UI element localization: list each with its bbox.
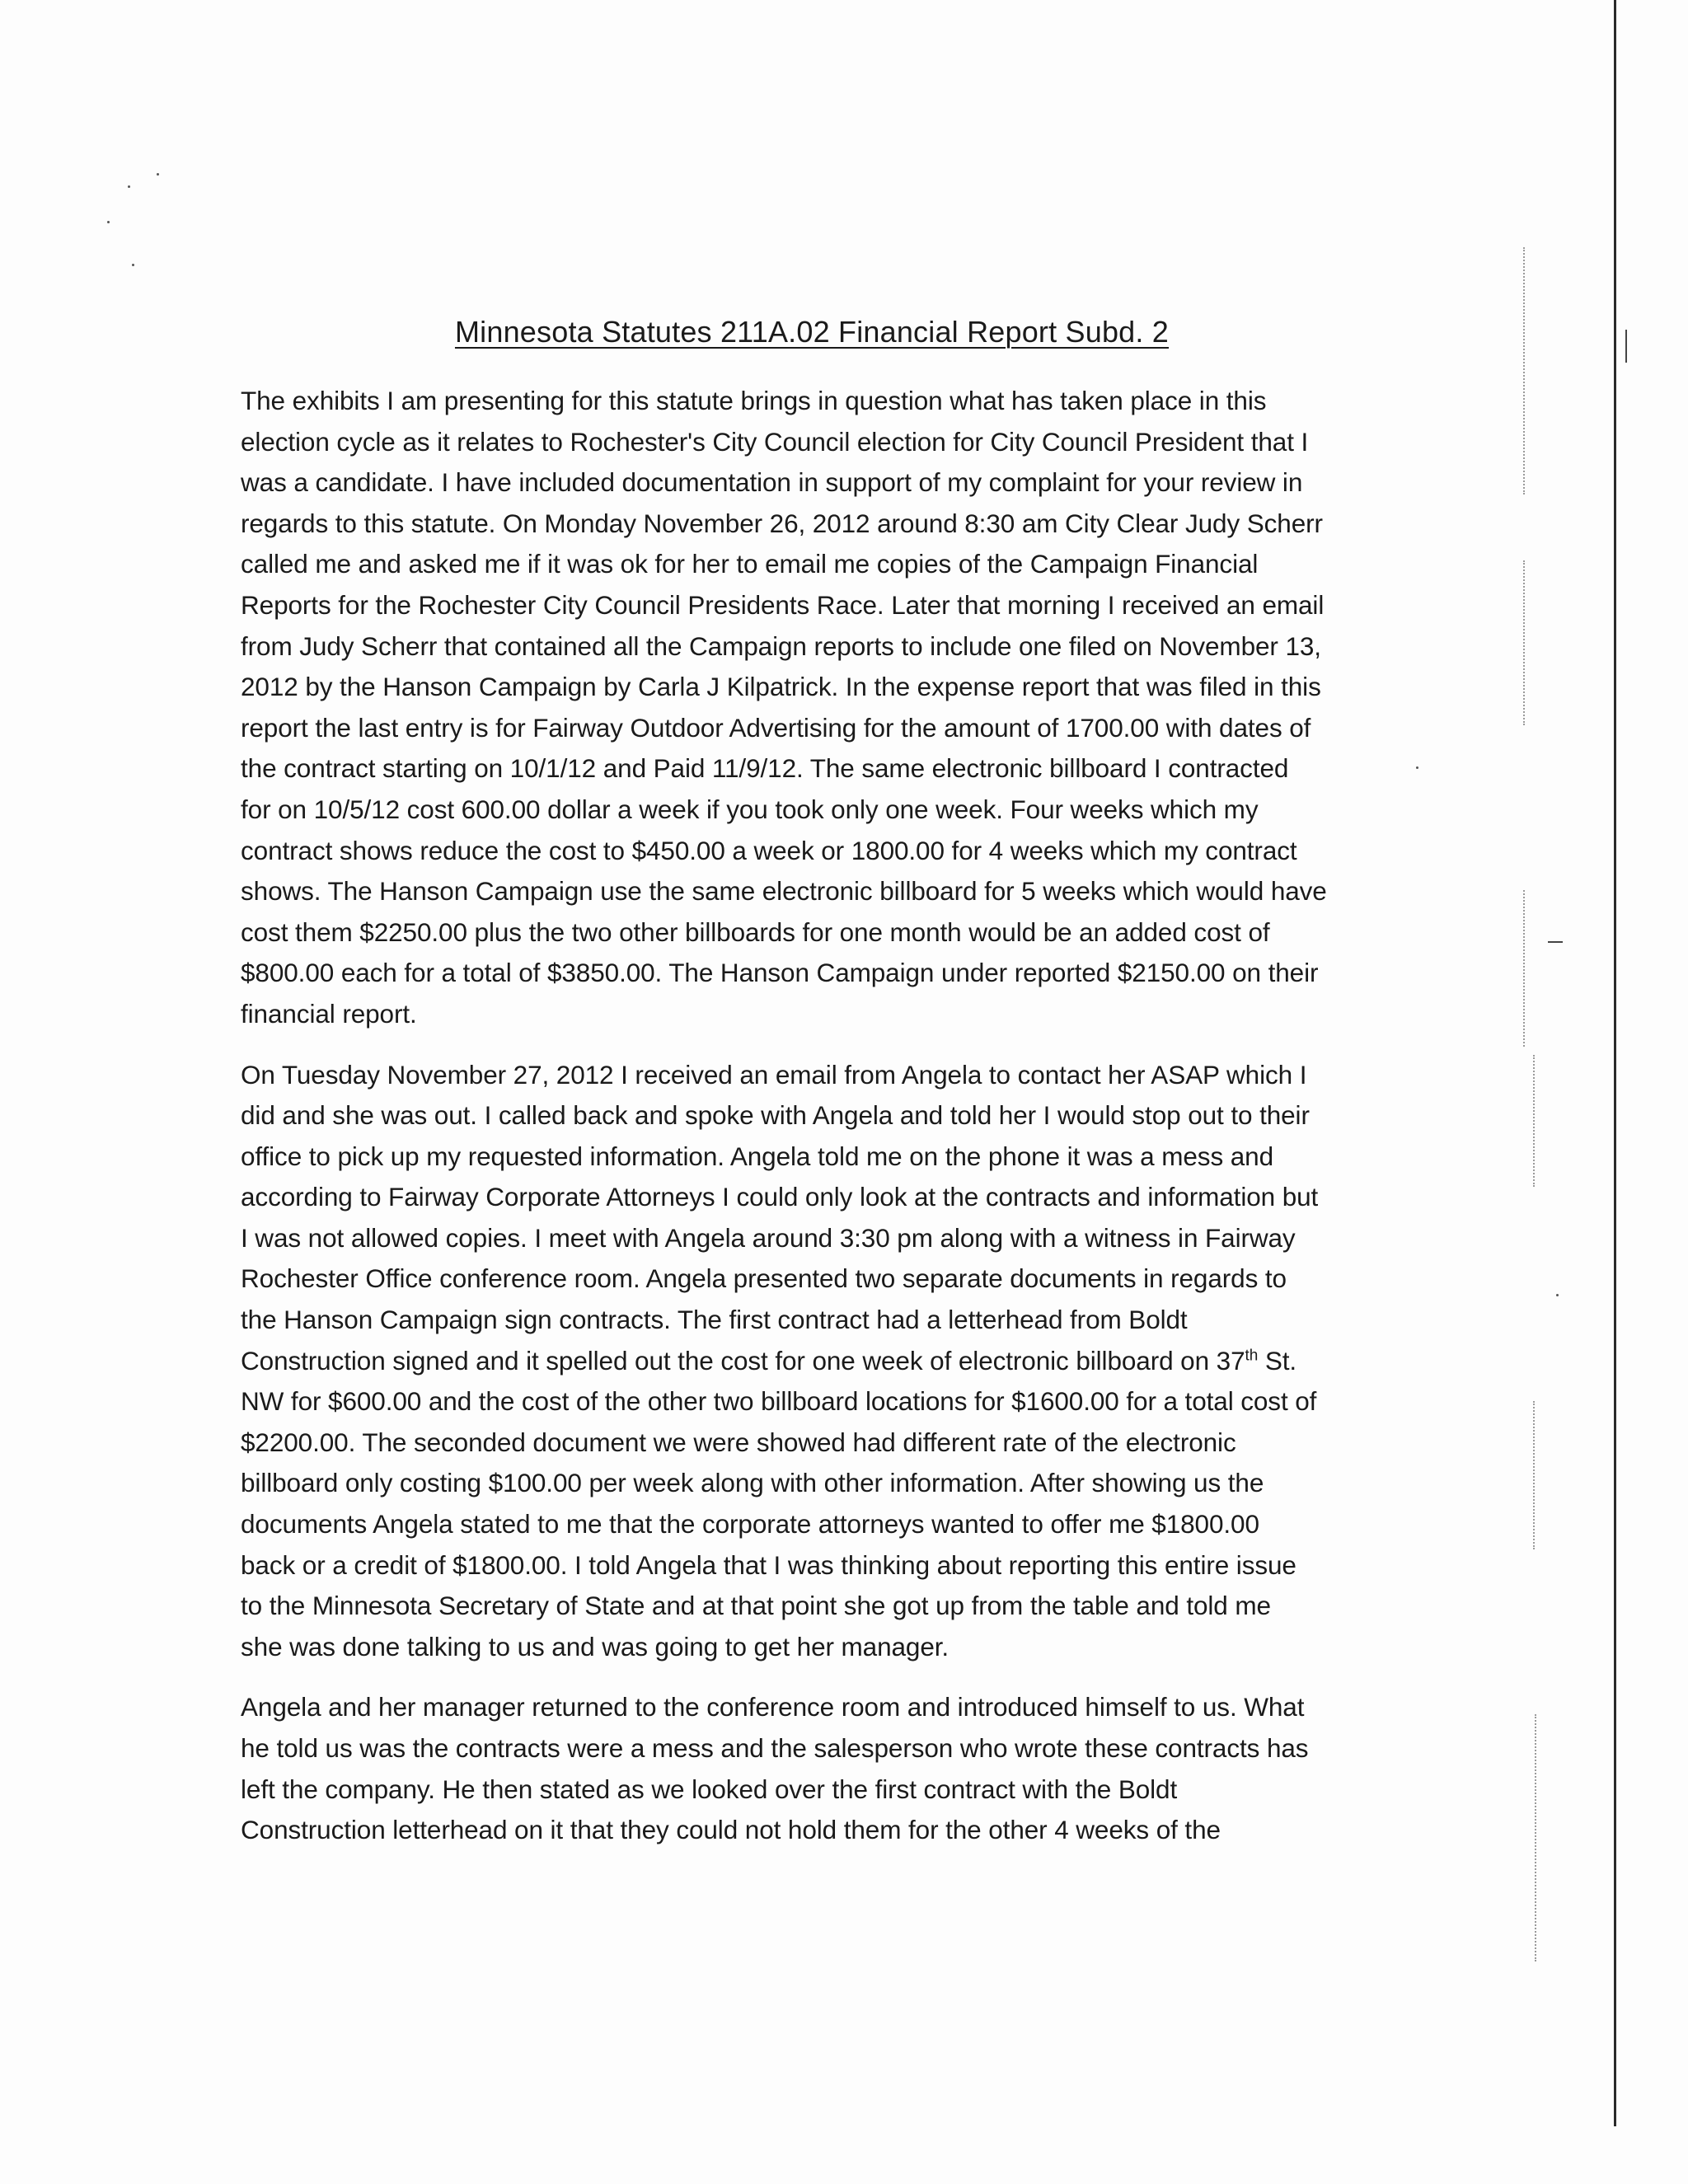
- text-line: from Judy Scherr that contained all the Campaign reports to include one filed on November 13,: [241, 630, 1321, 661]
- text-line: Construction letterhead on it that they could not hold them for the other 4 weeks of the: [241, 1815, 1221, 1845]
- text-line: Rochester Office conference room. Angela presented two separate documents in regards to: [241, 1263, 1287, 1294]
- text-line: The exhibits I am presenting for this statute brings in question what has taken place in this: [241, 386, 1267, 415]
- text-line: according to Fairway Corporate Attorneys I could only look at the contracts and information but: [241, 1182, 1319, 1212]
- scan-mark: [1625, 330, 1627, 363]
- text-line: Reports for the Rochester City Council Presidents Race. Later that morning I received an email: [241, 589, 1325, 620]
- scan-speck: [1556, 1294, 1559, 1296]
- text-line: $2200.00. The seconded document we were showed had different rate of the electronic: [241, 1427, 1236, 1457]
- text-line: report the last entry is for Fairway Outdoor Advertising for the amount of 1700.00 with dates of: [241, 712, 1311, 743]
- superscript: th: [1245, 1347, 1259, 1365]
- text-line: regards to this statute. On Monday November 26, 2012 around 8:30 am City Clear Judy Scherr: [241, 508, 1323, 538]
- text-line: office to pick up my requested information. Angela told me on the phone it was a mess and: [241, 1141, 1274, 1171]
- scan-dots: [1523, 890, 1526, 1047]
- text-line: he told us was the contracts were a mess and the salesperson who wrote these contracts has: [241, 1733, 1309, 1763]
- text-line: 2012 by the Hanson Campaign by Carla J Kilpatrick. In the expense report that was filed in this: [241, 672, 1321, 702]
- text-line: billboard only costing $100.00 per week along with other information. After showing us the: [241, 1468, 1264, 1498]
- text-line: back or a credit of $1800.00. I told Angela that I was thinking about reporting this entire issue: [241, 1549, 1296, 1580]
- text-line: the Hanson Campaign sign contracts. The first contract had a letterhead from Boldt: [241, 1305, 1188, 1335]
- text-line: documents Angela stated to me that the corporate attorneys wanted to offer me $1800.00: [241, 1509, 1259, 1540]
- text-line: financial report.: [241, 998, 417, 1029]
- paragraph-manager: [241, 1687, 1403, 1850]
- scan-edge-line: [1614, 0, 1616, 2126]
- text-line: NW for $600.00 and the cost of the other two billboard locations for $1600.00 for a total cost of: [241, 1386, 1317, 1417]
- scan-speck: [132, 264, 134, 266]
- document-body: [241, 381, 1403, 1871]
- text-line: Angela and her manager returned to the conference room and introduced himself to us. What: [241, 1692, 1305, 1722]
- text-line: to the Minnesota Secretary of State and at that point she got up from the table and told me: [241, 1591, 1271, 1621]
- text-line: $800.00 each for a total of $3850.00. The Hanson Campaign under reported $2150.00 on their: [241, 958, 1319, 988]
- scan-mark: [1548, 941, 1563, 943]
- scan-dots: [1523, 560, 1526, 725]
- text-line: for on 10/5/12 cost 600.00 dollar a week if you took only one week. Four weeks which my: [241, 794, 1259, 824]
- text-line: cost them $2250.00 plus the two other billboards for one month would be an added cost of: [241, 916, 1270, 947]
- scan-speck: [128, 185, 130, 188]
- document-title: Minnesota Statutes 211A.02 Financial Report Subd. 2: [454, 315, 1170, 349]
- text-line: the contract starting on 10/1/12 and Paid 11/9/12. The same electronic billboard I contracted: [241, 753, 1289, 784]
- paragraph-financial-report: [241, 381, 1403, 1035]
- text-line: I was not allowed copies. I meet with Angela around 3:30 pm along with a witness in Fairway: [241, 1222, 1296, 1253]
- text-line: contract shows reduce the cost to $450.00 a week or 1800.00 for 4 weeks which my contract: [241, 835, 1297, 865]
- scan-speck: [1416, 766, 1418, 769]
- scan-speck: [107, 221, 110, 223]
- text-segment: St.: [1264, 1345, 1297, 1376]
- text-line-with-superscript: [241, 1341, 1403, 1382]
- text-line: did and she was out. I called back and spoke with Angela and told her I would stop out to their: [241, 1100, 1310, 1131]
- text-line: called me and asked me if it was ok for her to email me copies of the Campaign Financial: [241, 549, 1259, 579]
- scan-speck: [157, 173, 159, 176]
- scan-dots: [1533, 1055, 1536, 1187]
- text-line: left the company. He then stated as we looked over the first contract with the Boldt: [241, 1774, 1178, 1804]
- text-segment: Construction signed and it spelled out the cost for one week of electronic billboard on 37: [241, 1345, 1245, 1376]
- scan-dots: [1523, 247, 1526, 494]
- scan-dots: [1533, 1401, 1536, 1549]
- paragraph-meeting: [241, 1055, 1403, 1668]
- text-line: she was done talking to us and was going to get her manager.: [241, 1631, 950, 1661]
- text-line: On Tuesday November 27, 2012 I received an email from Angela to contact her ASAP which I: [241, 1059, 1307, 1090]
- text-line: was a candidate. I have included documentation in support of my complaint for your review in: [241, 467, 1303, 498]
- scan-dots: [1535, 1714, 1538, 1961]
- text-line: shows. The Hanson Campaign use the same electronic billboard for 5 weeks which would have: [241, 876, 1327, 907]
- text-line: election cycle as it relates to Rochester's City Council election for City Council President that I: [241, 426, 1309, 457]
